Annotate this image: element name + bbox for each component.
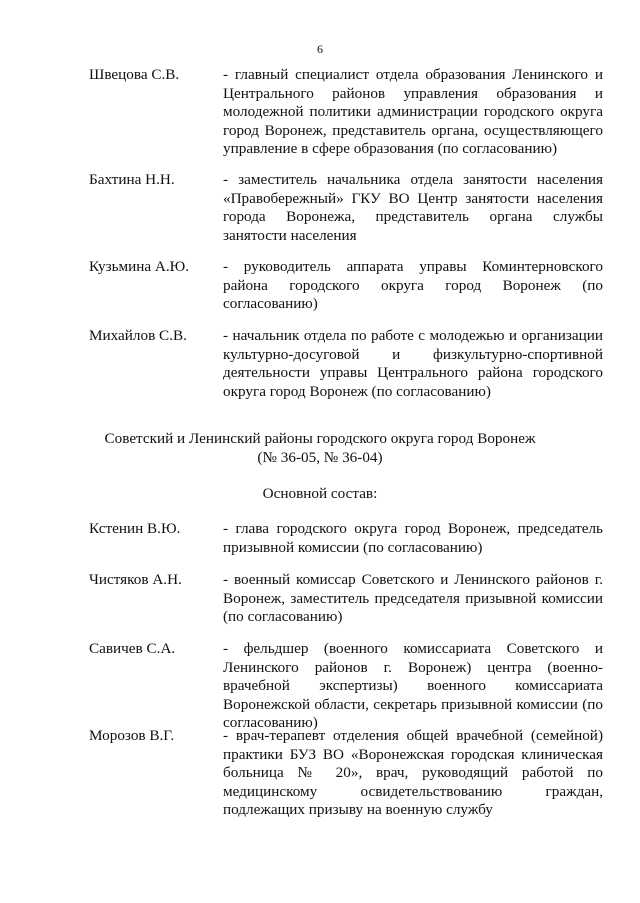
member-name: Михайлов С.В. (89, 327, 187, 344)
section-subheading: Основной состав: (262, 485, 378, 502)
member-name: Кузьмина А.Ю. (89, 258, 190, 275)
member-role: - начальник отдела по работе с молодежью и организации культурно-досуговой и физкультурно-спортивной деятельности управы Центрального района городского округа город Воронеж (по согласованию) (223, 327, 603, 400)
member-role: - главный специалист отдела образования Ленинского и Центрального районов управления образования и молодежной политики администрации городского округа город Воронеж, представитель органа, осуществляющего управление в сфере образования (по согласованию) (223, 66, 603, 158)
member-name: Бахтина Н.Н. (89, 171, 175, 188)
member-name: Кстенин В.Ю. (89, 520, 181, 537)
member-name: Морозов В.Г. (89, 727, 175, 744)
member-name: Швецова С.В. (89, 66, 180, 83)
member-name: Савичев С.А. (89, 640, 176, 657)
page-number: 6 (317, 42, 323, 56)
member-role: - руководитель аппарата управы Коминтерновского района городского округа город Воронеж (по согласованию) (223, 258, 603, 313)
member-role: - глава городского округа город Воронеж, председатель призывной комиссии (по согласованию) (223, 520, 603, 556)
section-heading-line2: (№ 36-05, № 36-04) (257, 448, 383, 466)
member-role: - фельдшер (военного комиссариата Советского и Ленинского районов г. Воронеж) центра (военно-врачебной экспертизы) военного комиссариата Воронежской области, секретарь призывной комиссии (по согласованию) (223, 640, 603, 732)
section-heading (60, 430, 580, 467)
member-role: - заместитель начальника отдела занятости населения «Правобережный» ГКУ ВО Центр занятости населения города Воронежа, представитель органа службы занятости населения (223, 171, 603, 244)
section-heading-line1: Советский и Ленинский районы городского округа город Воронеж (104, 430, 536, 447)
member-role: - военный комиссар Советского и Ленинского районов г. Воронеж, заместитель председателя призывной комиссии (по согласованию) (223, 571, 603, 626)
member-role: - врач-терапевт отделения общей врачебной (семейной) практики БУЗ ВО «Воронежская городская клиническая больница № 20», врач, руководящий работой по медицинскому освидетельствованию граждан, подлежащих призыву на военную службу (223, 727, 603, 819)
member-name: Чистяков А.Н. (89, 571, 182, 588)
